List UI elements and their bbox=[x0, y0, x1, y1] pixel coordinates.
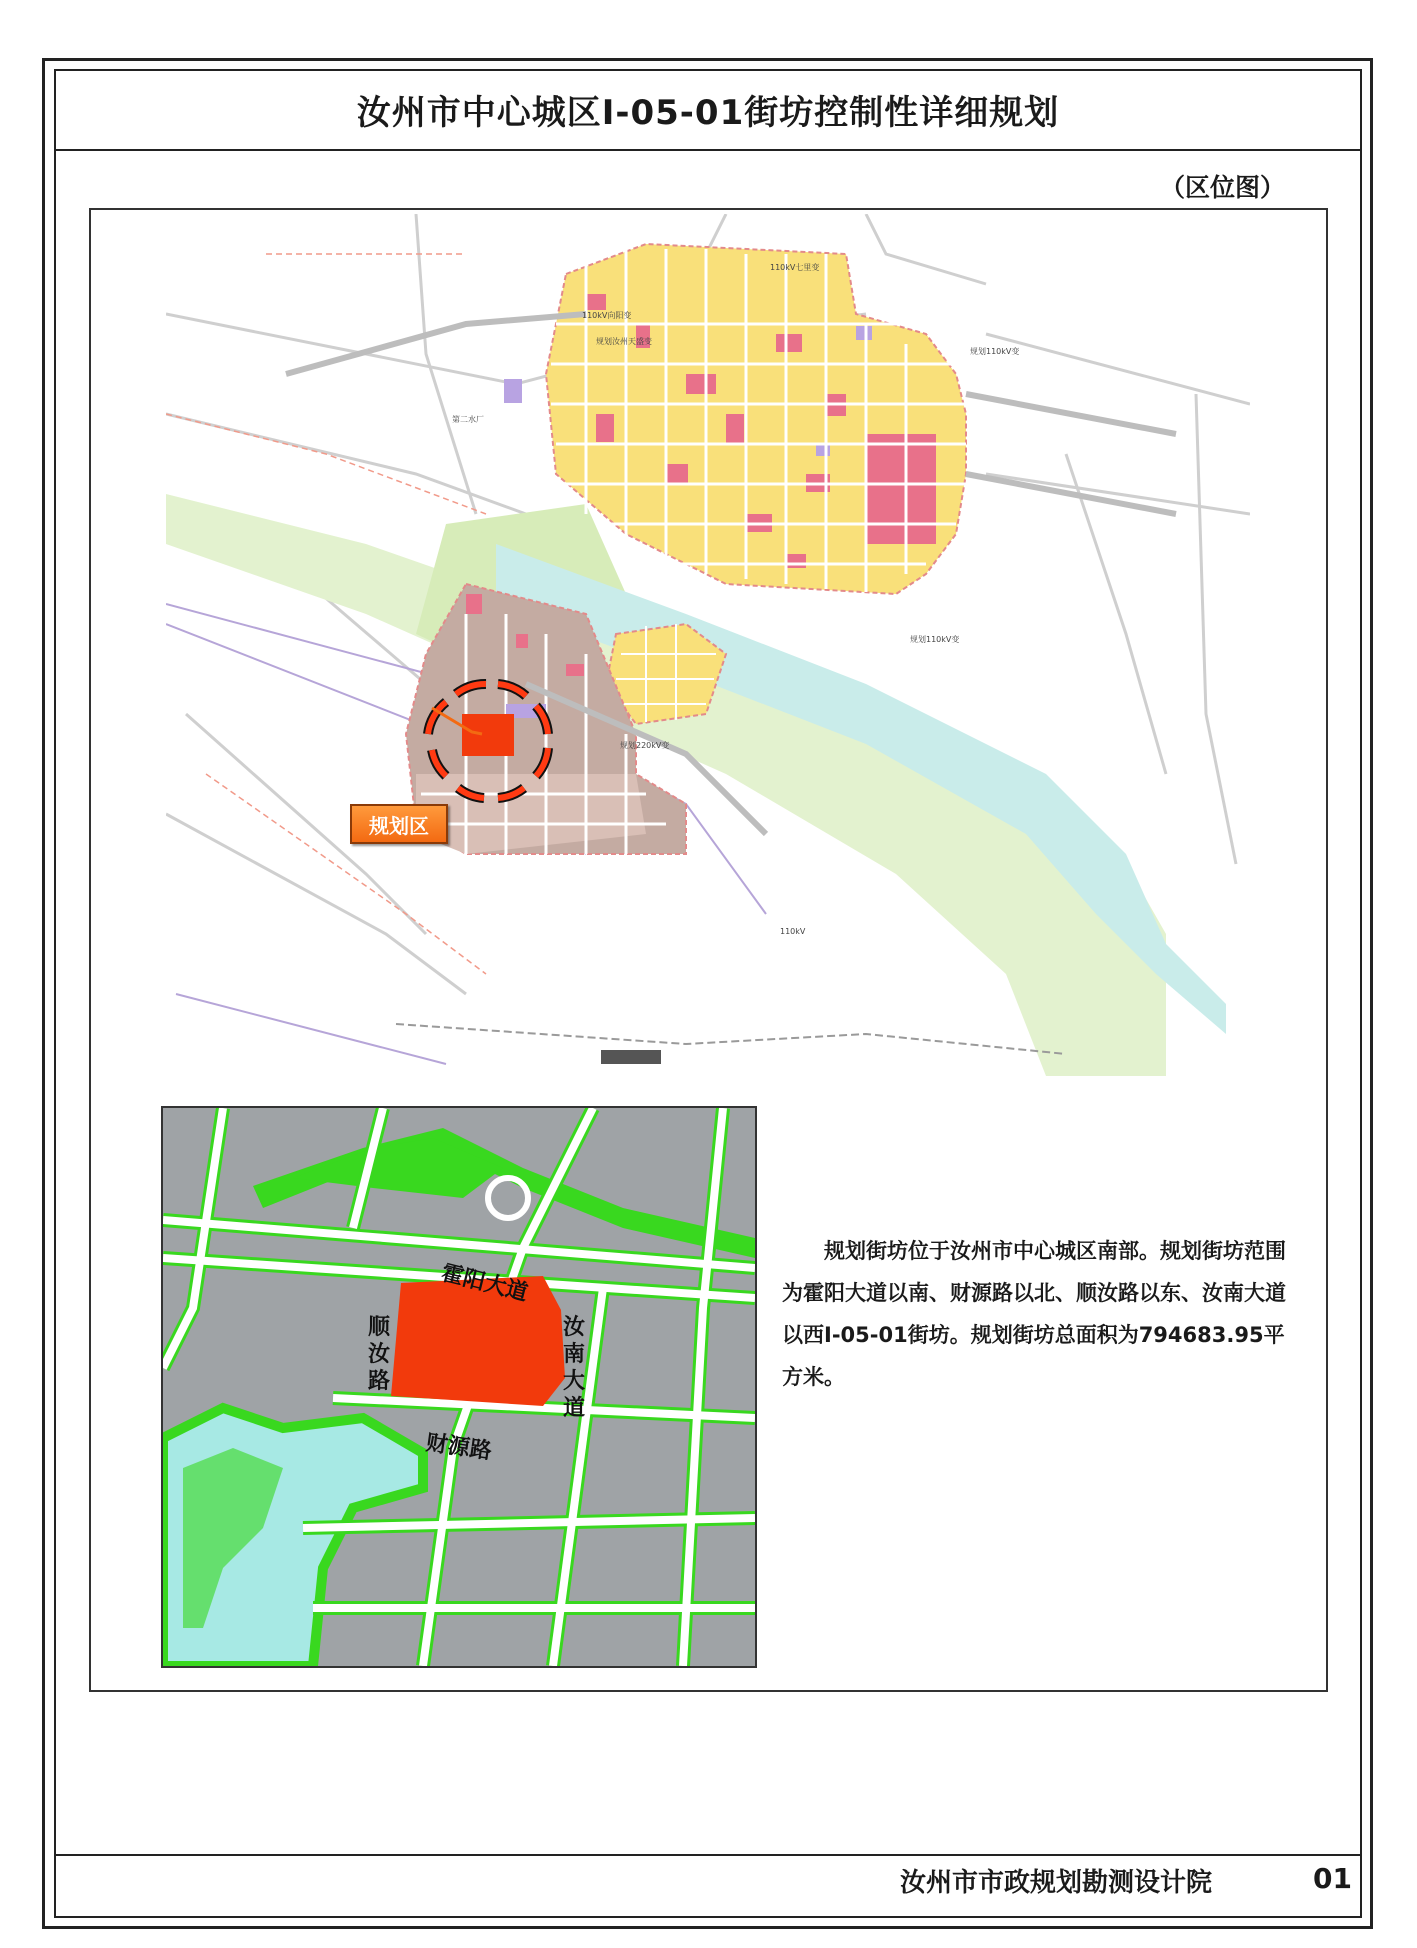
page-number: 01 bbox=[1313, 1862, 1352, 1895]
road-label-north: 霍阳大道 bbox=[438, 1260, 531, 1307]
title-bar bbox=[54, 69, 1362, 151]
map-type-label: （区位图） bbox=[1160, 173, 1286, 202]
svg-text:规划110kV变: 规划110kV变 bbox=[910, 635, 960, 644]
svg-text:110kV七里变: 110kV七里变 bbox=[770, 263, 820, 272]
page-title: 汝州市中心城区I-05-01街坊控制性详细规划 bbox=[356, 92, 1060, 133]
road-label-west bbox=[366, 1314, 392, 1395]
location-map bbox=[166, 214, 1250, 1076]
description-text bbox=[782, 1230, 1302, 1398]
description-paragraph: 规划街坊位于汝州市中心城区南部。规划街坊范围为霍阳大道以南、财源路以北、顺汝路以东、汝南大道以西I-05-01街坊。规划街坊总面积为794683.95平方米。 bbox=[782, 1239, 1286, 1389]
svg-text:规划汝州天盛变: 规划汝州天盛变 bbox=[596, 337, 652, 346]
svg-text:规划110kV变: 规划110kV变 bbox=[970, 347, 1020, 356]
road-label-west-text: 顺 汝 路 bbox=[367, 1315, 390, 1394]
inset-map bbox=[161, 1106, 757, 1668]
inset-map-svg bbox=[163, 1108, 755, 1666]
footer-organization: 汝州市市政规划勘测设计院 bbox=[900, 1868, 1213, 1898]
road-label-east-text: 汝 南 大 道 bbox=[562, 1315, 585, 1421]
planning-area-callout: 规划区 bbox=[350, 804, 448, 844]
svg-text:110kV: 110kV bbox=[780, 927, 806, 936]
svg-text:规划220kV变: 规划220kV变 bbox=[620, 741, 670, 750]
svg-text:110kV向阳变: 110kV向阳变 bbox=[582, 311, 632, 320]
road-label-east bbox=[561, 1314, 587, 1422]
road-label-south: 财源路 bbox=[424, 1430, 494, 1465]
svg-text:第二水厂: 第二水厂 bbox=[452, 415, 484, 424]
